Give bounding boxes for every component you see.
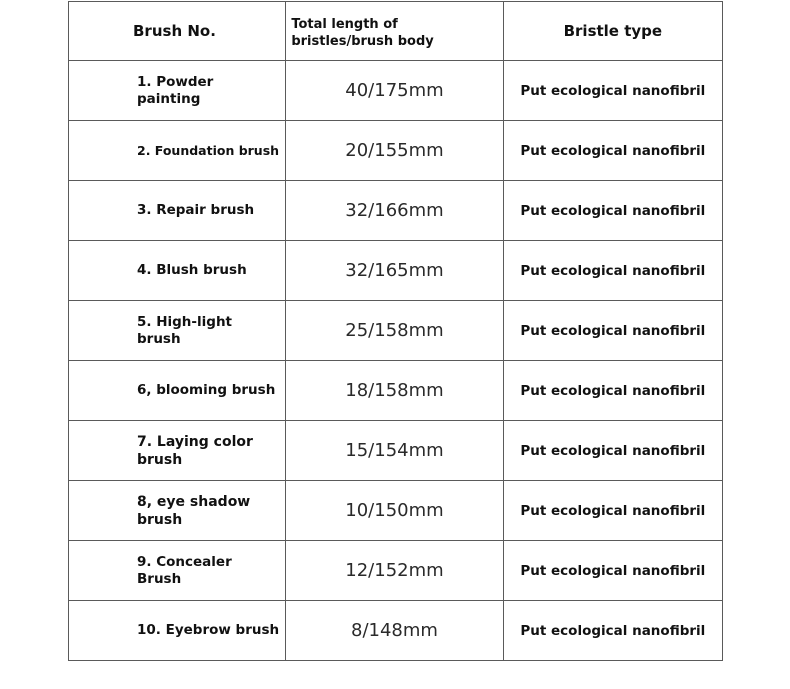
brush-name-cell: 8, eye shadow brush bbox=[69, 481, 286, 541]
table-row bbox=[69, 481, 723, 541]
brush-name-cell: 2. Foundation brush bbox=[69, 121, 286, 181]
table-row bbox=[69, 241, 723, 301]
table-row bbox=[69, 601, 723, 661]
brush-length-cell: 32/166mm bbox=[286, 181, 503, 241]
table-row bbox=[69, 121, 723, 181]
table-row bbox=[69, 541, 723, 601]
bristle-type-cell: Put ecological nanofibril bbox=[503, 361, 722, 421]
bristle-type-cell: Put ecological nanofibril bbox=[503, 481, 722, 541]
brush-length-cell: 8/148mm bbox=[286, 601, 503, 661]
bristle-type-cell: Put ecological nanofibril bbox=[503, 241, 722, 301]
table-row bbox=[69, 421, 723, 481]
brush-length-cell: 12/152mm bbox=[286, 541, 503, 601]
brush-length-cell: 20/155mm bbox=[286, 121, 503, 181]
brush-name-cell: 3. Repair brush bbox=[69, 181, 286, 241]
bristle-type-cell: Put ecological nanofibril bbox=[503, 421, 722, 481]
table-row bbox=[69, 361, 723, 421]
header-length: Total length of bristles/brush body bbox=[286, 2, 503, 61]
header-brush-no: Brush No. bbox=[69, 2, 286, 61]
bristle-type-cell: Put ecological nanofibril bbox=[503, 301, 722, 361]
table-row bbox=[69, 301, 723, 361]
brush-length-cell: 40/175mm bbox=[286, 61, 503, 121]
brush-name-cell: 1. Powder painting bbox=[69, 61, 286, 121]
brush-name-cell: 6, blooming brush bbox=[69, 361, 286, 421]
brush-name-cell: 7. Laying color brush bbox=[69, 421, 286, 481]
header-bristle-type: Bristle type bbox=[503, 2, 722, 61]
bristle-type-cell: Put ecological nanofibril bbox=[503, 121, 722, 181]
brush-length-cell: 15/154mm bbox=[286, 421, 503, 481]
brush-spec-table bbox=[68, 1, 723, 661]
table-row bbox=[69, 181, 723, 241]
brush-length-cell: 25/158mm bbox=[286, 301, 503, 361]
brush-name-cell: 9. Concealer Brush bbox=[69, 541, 286, 601]
brush-length-cell: 18/158mm bbox=[286, 361, 503, 421]
table-header-row bbox=[69, 2, 723, 61]
brush-name-cell: 4. Blush brush bbox=[69, 241, 286, 301]
bristle-type-cell: Put ecological nanofibril bbox=[503, 601, 722, 661]
bristle-type-cell: Put ecological nanofibril bbox=[503, 181, 722, 241]
bristle-type-cell: Put ecological nanofibril bbox=[503, 61, 722, 121]
brush-length-cell: 10/150mm bbox=[286, 481, 503, 541]
table-row bbox=[69, 61, 723, 121]
brush-length-cell: 32/165mm bbox=[286, 241, 503, 301]
bristle-type-cell: Put ecological nanofibril bbox=[503, 541, 722, 601]
brush-name-cell: 10. Eyebrow brush bbox=[69, 601, 286, 661]
brush-name-cell: 5. High-light brush bbox=[69, 301, 286, 361]
